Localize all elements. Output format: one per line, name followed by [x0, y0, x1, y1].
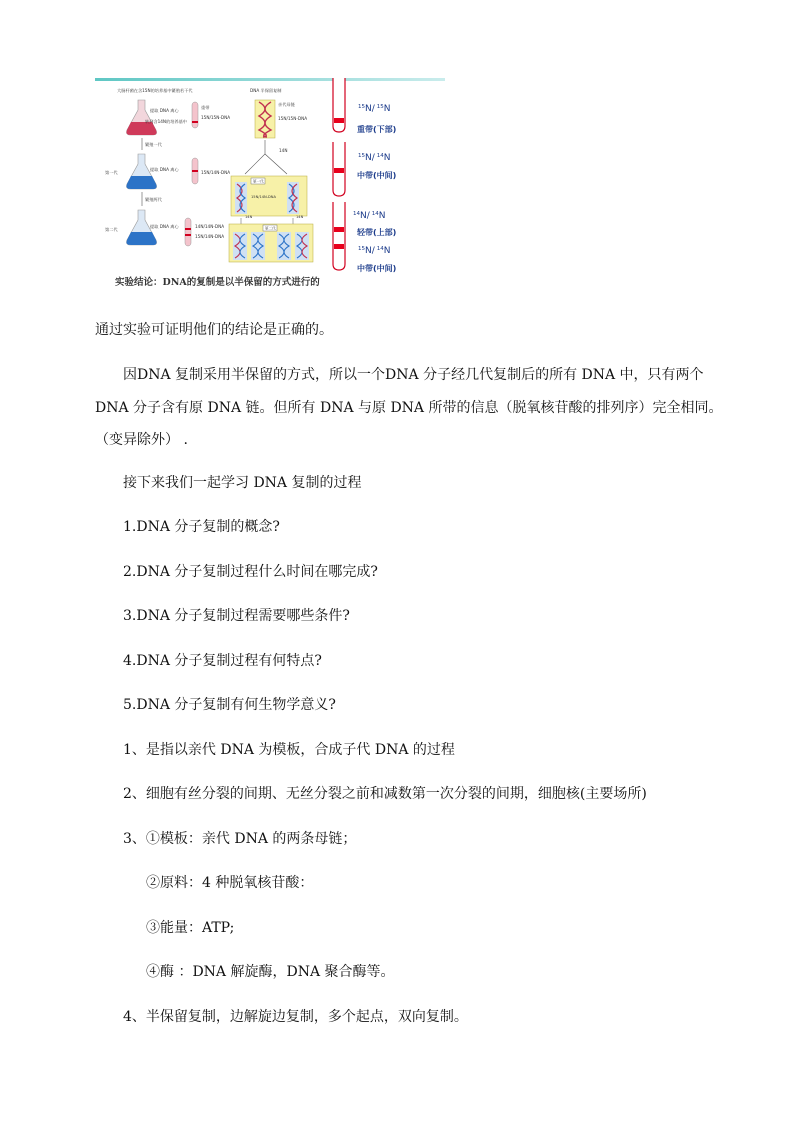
- flask-column: [105, 87, 230, 246]
- paragraph-explanation-line3: （变异除外） .: [95, 432, 188, 448]
- replication-diagram: [229, 87, 313, 262]
- figure-top-bar: [95, 78, 445, 81]
- answer-4: 4、半保留复制，边解旋边复制，多个起点，双向复制。: [123, 1009, 468, 1025]
- flask-tube-1-band: [192, 121, 198, 123]
- flask-2-medium: [127, 176, 157, 189]
- tube-label-4: [357, 246, 396, 273]
- svg-text:中带(中间): 中带(中间): [357, 264, 397, 273]
- flask-side-1: 第一代: [105, 170, 118, 175]
- flask-dna-1514-b: 15N/14N-DNA: [195, 234, 225, 239]
- flask-gen1: 繁殖一代: [145, 142, 162, 147]
- question-4: 4.DNA 分子复制过程有何特点?: [123, 653, 322, 669]
- flask-dna-1414: 14N/14N-DNA: [195, 224, 225, 229]
- diagram-gen2: 第二代: [265, 226, 276, 231]
- flask-dna-1514: 15N/14N-DNA: [201, 170, 231, 175]
- diagram-n14-b: 14N: [245, 215, 253, 219]
- diagram-n14-c: 14N: [296, 215, 304, 219]
- figure-svg: [95, 78, 445, 292]
- svg-text:15N/15N: $^{15}$N/ $^{15}$N: [358, 104, 391, 114]
- tube-1: [333, 78, 345, 132]
- flask-extract-1: 提取 DNA 离心: [150, 108, 179, 113]
- flask-tube-1: [192, 102, 198, 128]
- split-arrow-right: [265, 154, 287, 174]
- answer-3: 3、①模板：亲代 DNA 的两条母链；: [123, 831, 357, 847]
- flask-side-2: 第二代: [105, 227, 118, 232]
- paragraph-explanation-line1: 因DNA 复制采用半保留的方式，所以一个DNA 分子经几代复制后的所有 DNA 中，只有两个: [123, 367, 704, 383]
- flask-transfer: 转到含14N的培养基中: [145, 119, 187, 124]
- diagram-1515: 15N/15N-DNA: [278, 116, 308, 121]
- diagram-parent-label: 亲代母链: [278, 102, 295, 107]
- flask-tube-3-band-b: [185, 234, 191, 236]
- question-1: 1.DNA 分子复制的概念?: [123, 519, 280, 535]
- flask-tube-2-band: [192, 170, 198, 172]
- flask-3-medium: [127, 232, 157, 245]
- svg-text:重带(下部): 重带(下部): [357, 125, 397, 134]
- answer-2: 2、细胞有丝分裂的间期、无丝分裂之前和减数第一次分裂的间期，细胞核(主要场所): [123, 786, 647, 802]
- paragraph-intro: 接下来我们一起学习 DNA 复制的过程: [123, 475, 362, 491]
- split-arrow-left: [245, 140, 265, 174]
- flask-extract-3: 提取 DNA 离心: [150, 224, 179, 229]
- answer-3-enzyme: ④酶 ：DNA 解旋酶，DNA 聚合酶等。: [146, 964, 395, 980]
- diagram-title: DNA 半保留复制: [250, 88, 282, 93]
- question-2: 2.DNA 分子复制过程什么时间在哪完成?: [123, 564, 378, 580]
- tube-label-3: [353, 211, 396, 237]
- svg-text:15N/14N: $^{15}$N/ $^{14}$N: [358, 246, 391, 256]
- answer-3-raw-material: ②原料：4 种脱氧核苷酸：: [146, 875, 314, 891]
- flask-gen2: 繁殖两代: [145, 197, 162, 202]
- flask-tube-3: [185, 218, 191, 246]
- svg-text:15N/14N: $^{15}$N/ $^{14}$N: [358, 153, 391, 163]
- tube-3: [333, 202, 345, 270]
- svg-text:中带(中间): 中带(中间): [357, 171, 397, 180]
- question-5: 5.DNA 分子复制有何生物学意义?: [123, 697, 336, 713]
- flask-tube-3-band-a: [185, 228, 191, 230]
- tube-3-band-mid: [334, 244, 344, 249]
- flask-extract-2: 提取 DNA 离心: [150, 167, 179, 172]
- tube-3-band-light: [334, 227, 344, 232]
- flask-tube-1-label: 重带: [201, 105, 210, 110]
- tube-column: [333, 78, 396, 273]
- figure-caption: 实验结论：DNA的复制是以半保留的方式进行的: [115, 277, 320, 288]
- diagram-gen1: 第一代: [253, 179, 264, 184]
- paragraph-explanation-line2: DNA 分子含有原 DNA 链。但所有 DNA 与原 DNA 所带的信息（脱氧核苷酸的排列序）完全相同。: [95, 400, 723, 416]
- tube-label-1: [357, 104, 396, 134]
- diagram-n14: 14N: [279, 148, 288, 153]
- svg-text:14N/14N: $^{14}$N/ $^{14}$N: [353, 211, 386, 221]
- svg-text:轻带(上部): 轻带(上部): [357, 228, 397, 237]
- flask-top-note: 大肠杆菌在含15N的培养基中繁殖若干代: [117, 88, 193, 93]
- paragraph-conclusion: 通过实验可证明他们的结论是正确的。: [95, 322, 333, 338]
- tube-1-band: [334, 118, 344, 123]
- diagram-1514: 15N/14N-DNA: [251, 195, 276, 199]
- tube-2-band: [334, 168, 344, 173]
- parent-box: [255, 100, 275, 138]
- question-3: 3.DNA 分子复制过程需要哪些条件?: [123, 608, 350, 624]
- answer-1: 1、是指以亲代 DNA 为模板，合成子代 DNA 的过程: [123, 742, 455, 758]
- dna-replication-figure: [95, 78, 445, 292]
- tube-label-2: [357, 153, 396, 180]
- answer-3-energy: ③能量：ATP;: [146, 920, 235, 936]
- flask-dna-1515: 15N/15N-DNA: [201, 115, 231, 120]
